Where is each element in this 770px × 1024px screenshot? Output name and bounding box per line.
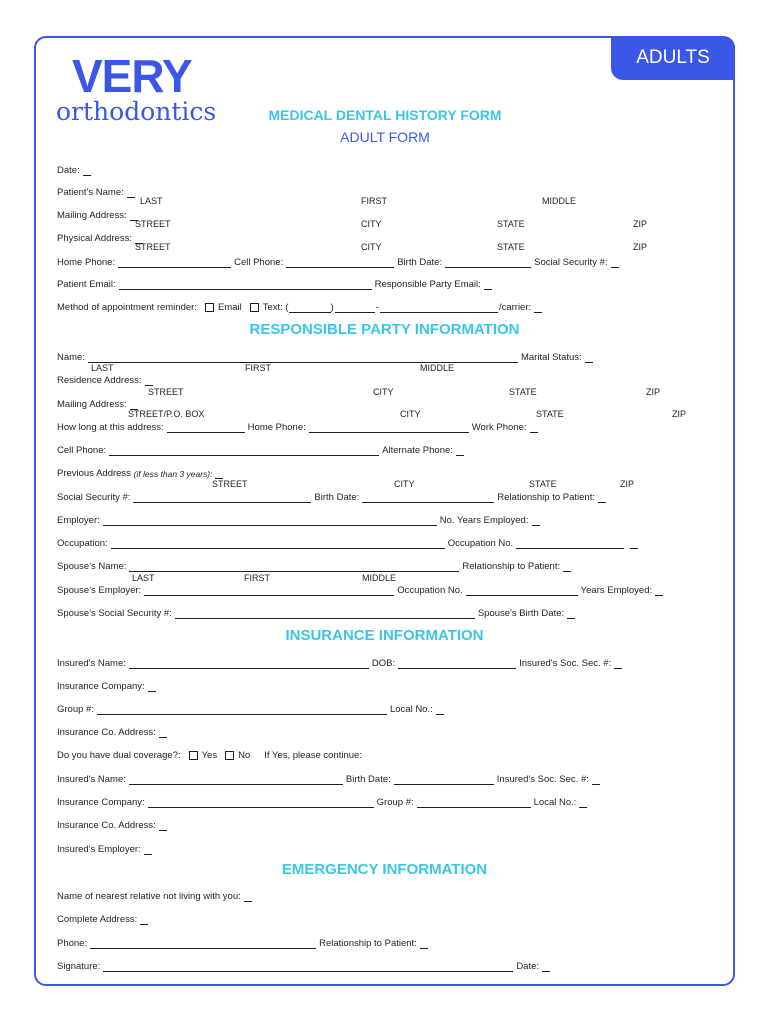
emergency-heading: EMERGENCY INFORMATION	[281, 861, 488, 878]
local-no-field[interactable]	[436, 705, 444, 715]
sub-city: CITY	[373, 387, 394, 397]
cell-phone-field[interactable]	[286, 258, 394, 268]
alternate-phone-label: Alternate Phone:	[382, 445, 453, 456]
previous-note: (if less than 3 years):	[133, 469, 213, 479]
occupation-no-label: Occupation No.	[447, 538, 514, 549]
co-address-label: Insurance Co. Address:	[57, 727, 156, 738]
employer-label: Employer:	[57, 515, 100, 526]
local-no2-field[interactable]	[579, 798, 587, 808]
birth-date-label: Birth Date:	[397, 257, 443, 268]
sub-street: STREET	[135, 242, 171, 252]
carrier-label: /carrier:	[498, 302, 532, 313]
date-row	[57, 162, 207, 176]
signature-date-label: Date:	[516, 961, 540, 972]
emergency-relationship-label: Relationship to Patient:	[319, 938, 417, 949]
if-yes-label: If Yes, please continue:	[264, 750, 362, 761]
spouse-birth-field[interactable]	[567, 609, 575, 619]
home-phone-label: Home Phone:	[57, 257, 116, 268]
rp-home-phone-label: Home Phone:	[247, 422, 306, 433]
rp-cell-row	[57, 442, 713, 456]
responsible-email-field[interactable]	[484, 280, 492, 290]
group-label: Group #:	[57, 704, 94, 715]
sub-street: STREET	[148, 387, 184, 397]
work-phone-field[interactable]	[530, 423, 538, 433]
sub-zip: ZIP	[620, 479, 635, 489]
co-address2-field[interactable]	[159, 821, 167, 831]
patient-name-field[interactable]	[127, 188, 135, 198]
insured-employer-label: Insured's Employer:	[57, 844, 141, 855]
emergency-relationship-field[interactable]	[420, 939, 428, 949]
sub-city: CITY	[400, 409, 421, 419]
group2-label: Group #:	[376, 797, 414, 808]
rp-relationship-field[interactable]	[598, 493, 606, 503]
co-address-row	[57, 724, 713, 738]
work-phone-label: Work Phone:	[471, 422, 527, 433]
physical-address-label: Physical Address:	[57, 233, 132, 244]
signature-label: Signature:	[57, 961, 101, 972]
spouse-birth-label: Spouse's Birth Date:	[477, 608, 565, 619]
emergency-phone-label: Phone:	[57, 938, 88, 949]
sub-zip: ZIP	[633, 219, 648, 229]
paren-close: )	[330, 302, 334, 313]
co-address2-row	[57, 817, 713, 831]
occupation-label: Occupation:	[57, 538, 108, 549]
dash: -	[375, 302, 379, 313]
sub-city: CITY	[361, 219, 382, 229]
local-no-label: Local No.:	[389, 704, 433, 715]
spouse-employer-field[interactable]	[144, 586, 394, 596]
previous-address-label: Previous Address	[57, 468, 131, 479]
complete-address-label: Complete Address:	[57, 914, 138, 925]
occupation-no-field[interactable]	[516, 539, 624, 549]
marital-status-field[interactable]	[585, 353, 593, 363]
company2-label: Insurance Company:	[57, 797, 145, 808]
insurance-heading: INSURANCE INFORMATION	[285, 627, 484, 644]
emergency-phone-field[interactable]	[90, 939, 316, 949]
date-label: Date:	[57, 165, 80, 176]
form-subtitle: ADULT FORM	[340, 129, 430, 145]
co-address2-label: Insurance Co. Address:	[57, 820, 156, 831]
rp-relationship-label: Relationship to Patient:	[497, 492, 595, 503]
group2-field[interactable]	[417, 798, 531, 808]
insurance-company-label: Insurance Company:	[57, 681, 145, 692]
birth-date2-field[interactable]	[394, 775, 494, 785]
sub-state: STATE	[497, 219, 525, 229]
sub-last: LAST	[132, 573, 155, 583]
rp-name-row	[57, 349, 713, 363]
sub-city: CITY	[361, 242, 382, 252]
sub-zip: ZIP	[646, 387, 661, 397]
group-field[interactable]	[97, 705, 387, 715]
patient-email-label: Patient Email:	[57, 279, 116, 290]
birth-date-field[interactable]	[445, 258, 531, 268]
sub-last: LAST	[91, 363, 114, 373]
cell-phone-label: Cell Phone:	[234, 257, 284, 268]
adults-tab: ADULTS	[611, 36, 735, 80]
sub-state: STATE	[536, 409, 564, 419]
rp-home-phone-field[interactable]	[309, 423, 469, 433]
email-checkbox[interactable]	[205, 303, 214, 312]
mailing-address-label: Mailing Address:	[57, 210, 127, 221]
marital-status-label: Marital Status:	[520, 352, 582, 363]
insured-name-label: Insured's Name:	[57, 658, 126, 669]
email-row	[57, 276, 713, 290]
residence-address-label: Residence Address:	[57, 375, 142, 386]
previous-address-field[interactable]	[215, 469, 223, 479]
responsible-heading: RESPONSIBLE PARTY INFORMATION	[249, 321, 520, 338]
complete-address-field[interactable]	[140, 915, 148, 925]
insured-name-field[interactable]	[129, 659, 369, 669]
spouse-occupation-no-field[interactable]	[466, 586, 578, 596]
spouse-relationship-label: Relationship to Patient:	[462, 561, 561, 572]
spouse-years-label: Years Employed:	[580, 585, 653, 596]
date-field[interactable]	[83, 166, 91, 176]
phone-suffix-field[interactable]	[380, 303, 498, 313]
spouse-name-field[interactable]	[129, 562, 459, 572]
insured-name-row	[57, 655, 713, 669]
yes-label: Yes	[201, 750, 218, 761]
local-no2-label: Local No.:	[533, 797, 577, 808]
spouse-name-label: Spouse's Name:	[57, 561, 127, 572]
birth-date2-label: Birth Date:	[345, 774, 391, 785]
rp-ssn-row	[57, 489, 713, 503]
rp-name-field[interactable]	[88, 353, 518, 363]
spouse-employer-label: Spouse's Employer:	[57, 585, 142, 596]
rp-employer-row	[57, 512, 713, 526]
how-long-label: How long at this address:	[57, 422, 164, 433]
spouse-years-field[interactable]	[655, 586, 663, 596]
relative-label: Name of nearest relative not living with you:	[57, 891, 241, 902]
sub-middle: MIDDLE	[420, 363, 455, 373]
insured-name2-label: Insured's Name:	[57, 774, 126, 785]
patient-name-label: Patient's Name:	[57, 187, 124, 198]
reminder-row	[57, 299, 713, 313]
insured-employer-row	[57, 841, 713, 855]
dob-field[interactable]	[398, 659, 516, 669]
sub-street-po: STREET/P.O. BOX	[128, 409, 205, 419]
insured-name2-field[interactable]	[129, 775, 343, 785]
insured-name2-row	[57, 771, 713, 785]
relative-row	[57, 888, 713, 902]
sub-state: STATE	[497, 242, 525, 252]
patient-email-field[interactable]	[119, 280, 372, 290]
ssn-label: Social Security #:	[534, 257, 608, 268]
yes-checkbox[interactable]	[189, 751, 198, 760]
sub-middle: MIDDLE	[362, 573, 397, 583]
dual-coverage-label: Do you have dual coverage?:	[57, 750, 181, 761]
no-checkbox[interactable]	[225, 751, 234, 760]
sub-street: STREET	[135, 219, 171, 229]
text-option-label: Text: (	[262, 302, 289, 313]
sub-street: STREET	[212, 479, 248, 489]
sub-state: STATE	[529, 479, 557, 489]
employer-field[interactable]	[103, 516, 437, 526]
ssn-field[interactable]	[611, 258, 619, 268]
relative-field[interactable]	[244, 892, 252, 902]
spouse-relationship-field[interactable]	[563, 562, 571, 572]
area-code-field[interactable]	[289, 303, 331, 313]
text-checkbox[interactable]	[250, 303, 259, 312]
spouse-employer-row	[57, 582, 713, 596]
sub-zip: ZIP	[633, 242, 648, 252]
rp-birth-date-field[interactable]	[362, 493, 494, 503]
rp-howlong-row	[57, 419, 713, 433]
form-title: MEDICAL DENTAL HISTORY FORM	[268, 107, 502, 123]
insurance-company-field[interactable]	[148, 682, 156, 692]
insured-ssn2-field[interactable]	[592, 775, 600, 785]
company2-row	[57, 794, 713, 808]
sub-last: LAST	[140, 196, 163, 206]
signature-date-field[interactable]	[542, 962, 550, 972]
rp-mailing-label: Mailing Address:	[57, 399, 127, 410]
spouse-ssn-field[interactable]	[175, 609, 475, 619]
alternate-phone-field[interactable]	[456, 446, 464, 456]
signature-row	[57, 958, 713, 972]
spouse-name-row	[57, 558, 713, 572]
dual-coverage-row	[57, 747, 713, 761]
insurance-company-row	[57, 678, 713, 692]
group-row	[57, 701, 713, 715]
complete-address-row	[57, 911, 713, 925]
years-employed-field[interactable]	[532, 516, 540, 526]
rp-cell-label: Cell Phone:	[57, 445, 107, 456]
insured-ssn-label: Insured's Soc. Sec. #:	[519, 658, 612, 669]
email-option-label: Email	[217, 302, 242, 313]
sub-state: STATE	[509, 387, 537, 397]
insured-ssn2-label: Insured's Soc. Sec. #:	[496, 774, 589, 785]
sub-zip: ZIP	[672, 409, 687, 419]
sub-first: FIRST	[245, 363, 271, 373]
how-long-field[interactable]	[167, 423, 245, 433]
rp-birth-date-label: Birth Date:	[314, 492, 360, 503]
years-employed-label: No. Years Employed:	[439, 515, 529, 526]
dob-label: DOB:	[371, 658, 396, 669]
spouse-ssn-label: Spouse's Social Security #:	[57, 608, 172, 619]
rp-residence-row	[57, 372, 713, 386]
spouse-occupation-no-label: Occupation No.	[397, 585, 463, 596]
logo-orthodontics: orthodontics	[56, 97, 217, 126]
phones-row	[57, 254, 713, 268]
co-address-field[interactable]	[159, 728, 167, 738]
spouse-ssn-row	[57, 605, 713, 619]
rp-mailing-row	[57, 396, 713, 410]
rp-previous-row	[57, 465, 713, 479]
insured-ssn-field[interactable]	[614, 659, 622, 669]
rp-ssn-field[interactable]	[133, 493, 311, 503]
company2-field[interactable]	[148, 798, 374, 808]
rp-ssn-label: Social Security #:	[57, 492, 131, 503]
rp-name-label: Name:	[57, 352, 85, 363]
rp-occupation-row	[57, 535, 713, 549]
home-phone-field[interactable]	[118, 258, 231, 268]
emergency-phone-row	[57, 935, 713, 949]
signature-field[interactable]	[103, 962, 513, 972]
occupation-no-extra-field[interactable]	[630, 539, 638, 549]
logo-very: VERY	[72, 50, 192, 102]
residence-address-field[interactable]	[145, 376, 153, 386]
reminder-label: Method of appointment reminder:	[57, 302, 197, 313]
carrier-field[interactable]	[534, 303, 542, 313]
sub-city: CITY	[394, 479, 415, 489]
rp-cell-field[interactable]	[109, 446, 379, 456]
occupation-field[interactable]	[111, 539, 445, 549]
sub-middle: MIDDLE	[542, 196, 577, 206]
responsible-email-label: Responsible Party Email:	[374, 279, 481, 290]
insured-employer-field[interactable]	[144, 845, 152, 855]
sub-first: FIRST	[244, 573, 270, 583]
no-label: No	[238, 750, 251, 761]
sub-first: FIRST	[361, 196, 387, 206]
phone-prefix-field[interactable]	[335, 303, 375, 313]
